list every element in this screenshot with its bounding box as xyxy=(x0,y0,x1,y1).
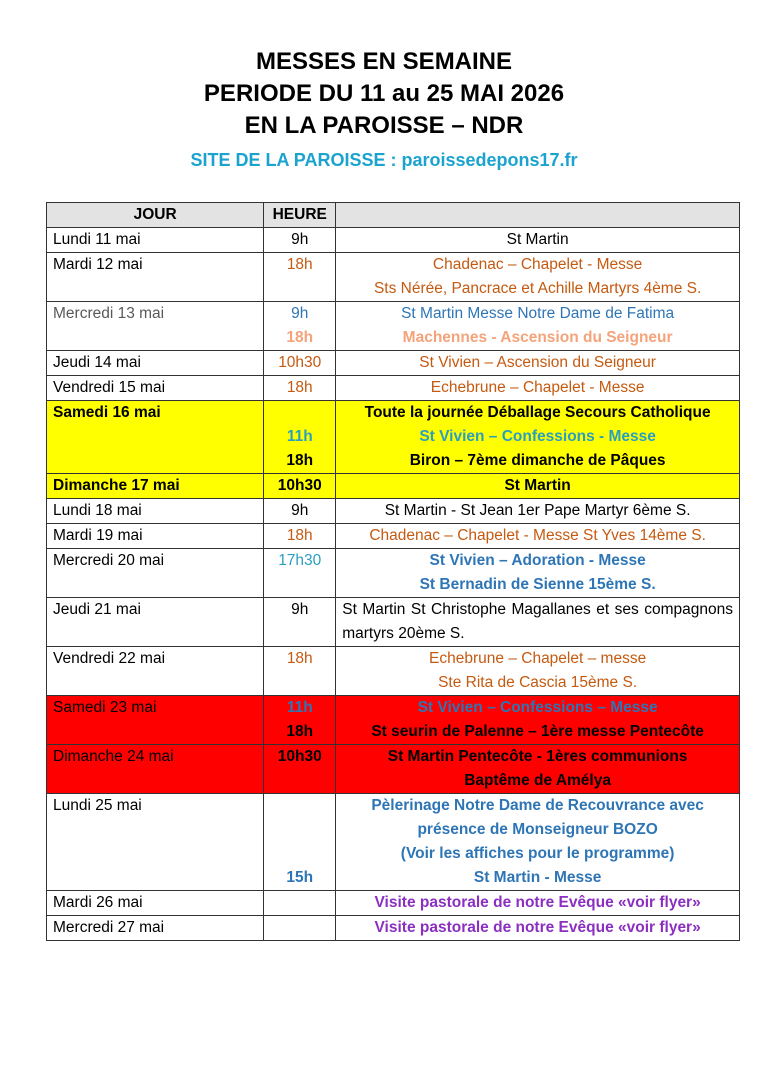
desc-cell: Chadenac – Chapelet - Messe Sts Nérée, Pancrace et Achille Martyrs 4ème S. xyxy=(336,253,740,302)
desc-cell: Echebrune – Chapelet - Messe xyxy=(336,376,740,401)
desc-cell: St Martin Messe Notre Dame de Fatima Machennes - Ascension du Seigneur xyxy=(336,302,740,351)
table-row xyxy=(47,696,740,745)
desc-cell: St Vivien – Adoration - Messe St Bernadin de Sienne 15ème S. xyxy=(336,549,740,598)
hour-cell: 17h30 xyxy=(264,549,336,598)
hour-cell: 10h30 xyxy=(264,474,336,499)
desc-cell: St Vivien – Ascension du Seigneur xyxy=(336,351,740,376)
header-day: JOUR xyxy=(47,203,264,228)
table-row xyxy=(47,401,740,474)
schedule-table xyxy=(46,202,740,941)
desc-cell: Visite pastorale de notre Evêque «voir flyer» xyxy=(336,916,740,941)
table-row xyxy=(47,499,740,524)
desc-cell: St Vivien – Confessions – Messe St seurin de Palenne – 1ère messe Pentecôte xyxy=(336,696,740,745)
hour-cell: 11h 18h xyxy=(264,401,336,474)
table-header-row xyxy=(47,203,740,228)
table-row xyxy=(47,474,740,499)
day-cell: Jeudi 21 mai xyxy=(47,598,264,647)
desc-cell: Echebrune – Chapelet – messe Ste Rita de Cascia 15ème S. xyxy=(336,647,740,696)
day-cell: Mercredi 13 mai xyxy=(47,302,264,351)
day-cell: Samedi 23 mai xyxy=(47,696,264,745)
hour-cell: 9h xyxy=(264,228,336,253)
desc-cell: St Martin - St Jean 1er Pape Martyr 6ème S. xyxy=(336,499,740,524)
hour-cell: 9h 18h xyxy=(264,302,336,351)
day-cell: Dimanche 17 mai xyxy=(47,474,264,499)
hour-cell: 18h xyxy=(264,253,336,302)
table-row xyxy=(47,376,740,401)
day-cell: Lundi 11 mai xyxy=(47,228,264,253)
table-row xyxy=(47,598,740,647)
title-line-1: MESSES EN SEMAINE xyxy=(255,48,513,75)
header-hour: HEURE xyxy=(264,203,336,228)
hour-cell: 10h30 xyxy=(264,351,336,376)
table-row xyxy=(47,916,740,941)
header-desc xyxy=(336,203,740,228)
title-line-3: EN LA PAROISSE – NDR xyxy=(244,112,524,139)
desc-cell: St Martin xyxy=(336,474,740,499)
table-row xyxy=(47,647,740,696)
day-cell: Lundi 25 mai xyxy=(47,794,264,891)
hour-cell: 11h 18h xyxy=(264,696,336,745)
day-cell: Vendredi 22 mai xyxy=(47,647,264,696)
hour-cell: 15h xyxy=(264,794,336,891)
table-row xyxy=(47,891,740,916)
table-row xyxy=(47,302,740,351)
desc-cell: St Martin Pentecôte - 1ères communions Baptême de Amélya xyxy=(336,745,740,794)
day-cell: Dimanche 24 mai xyxy=(47,745,264,794)
day-cell: Vendredi 15 mai xyxy=(47,376,264,401)
day-cell: Mardi 26 mai xyxy=(47,891,264,916)
day-cell: Mardi 19 mai xyxy=(47,524,264,549)
hour-cell: 18h xyxy=(264,376,336,401)
day-cell: Mercredi 20 mai xyxy=(47,549,264,598)
desc-cell: Pèlerinage Notre Dame de Recouvrance avec présence de Monseigneur BOZO (Voir les affiches pour le programme) St Martin - Messe xyxy=(336,794,740,891)
desc-cell: Chadenac – Chapelet - Messe St Yves 14ème S. xyxy=(336,524,740,549)
day-cell: Mercredi 27 mai xyxy=(47,916,264,941)
day-cell: Mardi 12 mai xyxy=(47,253,264,302)
title-line-2: PERIODE DU 11 au 25 MAI 2026 xyxy=(203,80,565,107)
day-cell: Lundi 18 mai xyxy=(47,499,264,524)
hour-cell: 9h xyxy=(264,598,336,647)
table-row xyxy=(47,794,740,891)
day-cell: Jeudi 14 mai xyxy=(47,351,264,376)
page-header xyxy=(0,46,768,174)
desc-cell: St Martin St Christophe Magallanes et ses compagnons martyrs 20ème S. xyxy=(336,598,740,647)
hour-cell: 18h xyxy=(264,647,336,696)
table-row xyxy=(47,351,740,376)
table-row xyxy=(47,253,740,302)
hour-cell: 18h xyxy=(264,524,336,549)
desc-cell: St Martin xyxy=(336,228,740,253)
desc-cell: Visite pastorale de notre Evêque «voir flyer» xyxy=(336,891,740,916)
desc-cell: Toute la journée Déballage Secours Catholique St Vivien – Confessions - Messe Biron – 7ème dimanche de Pâques xyxy=(336,401,740,474)
hour-cell xyxy=(264,891,336,916)
table-row xyxy=(47,228,740,253)
hour-cell xyxy=(264,916,336,941)
day-cell: Samedi 16 mai xyxy=(47,401,264,474)
table-row xyxy=(47,745,740,794)
table-row xyxy=(47,549,740,598)
hour-cell: 10h30 xyxy=(264,745,336,794)
parish-website[interactable]: SITE DE LA PAROISSE : paroissedepons17.fr xyxy=(190,150,578,170)
hour-cell: 9h xyxy=(264,499,336,524)
table-row xyxy=(47,524,740,549)
